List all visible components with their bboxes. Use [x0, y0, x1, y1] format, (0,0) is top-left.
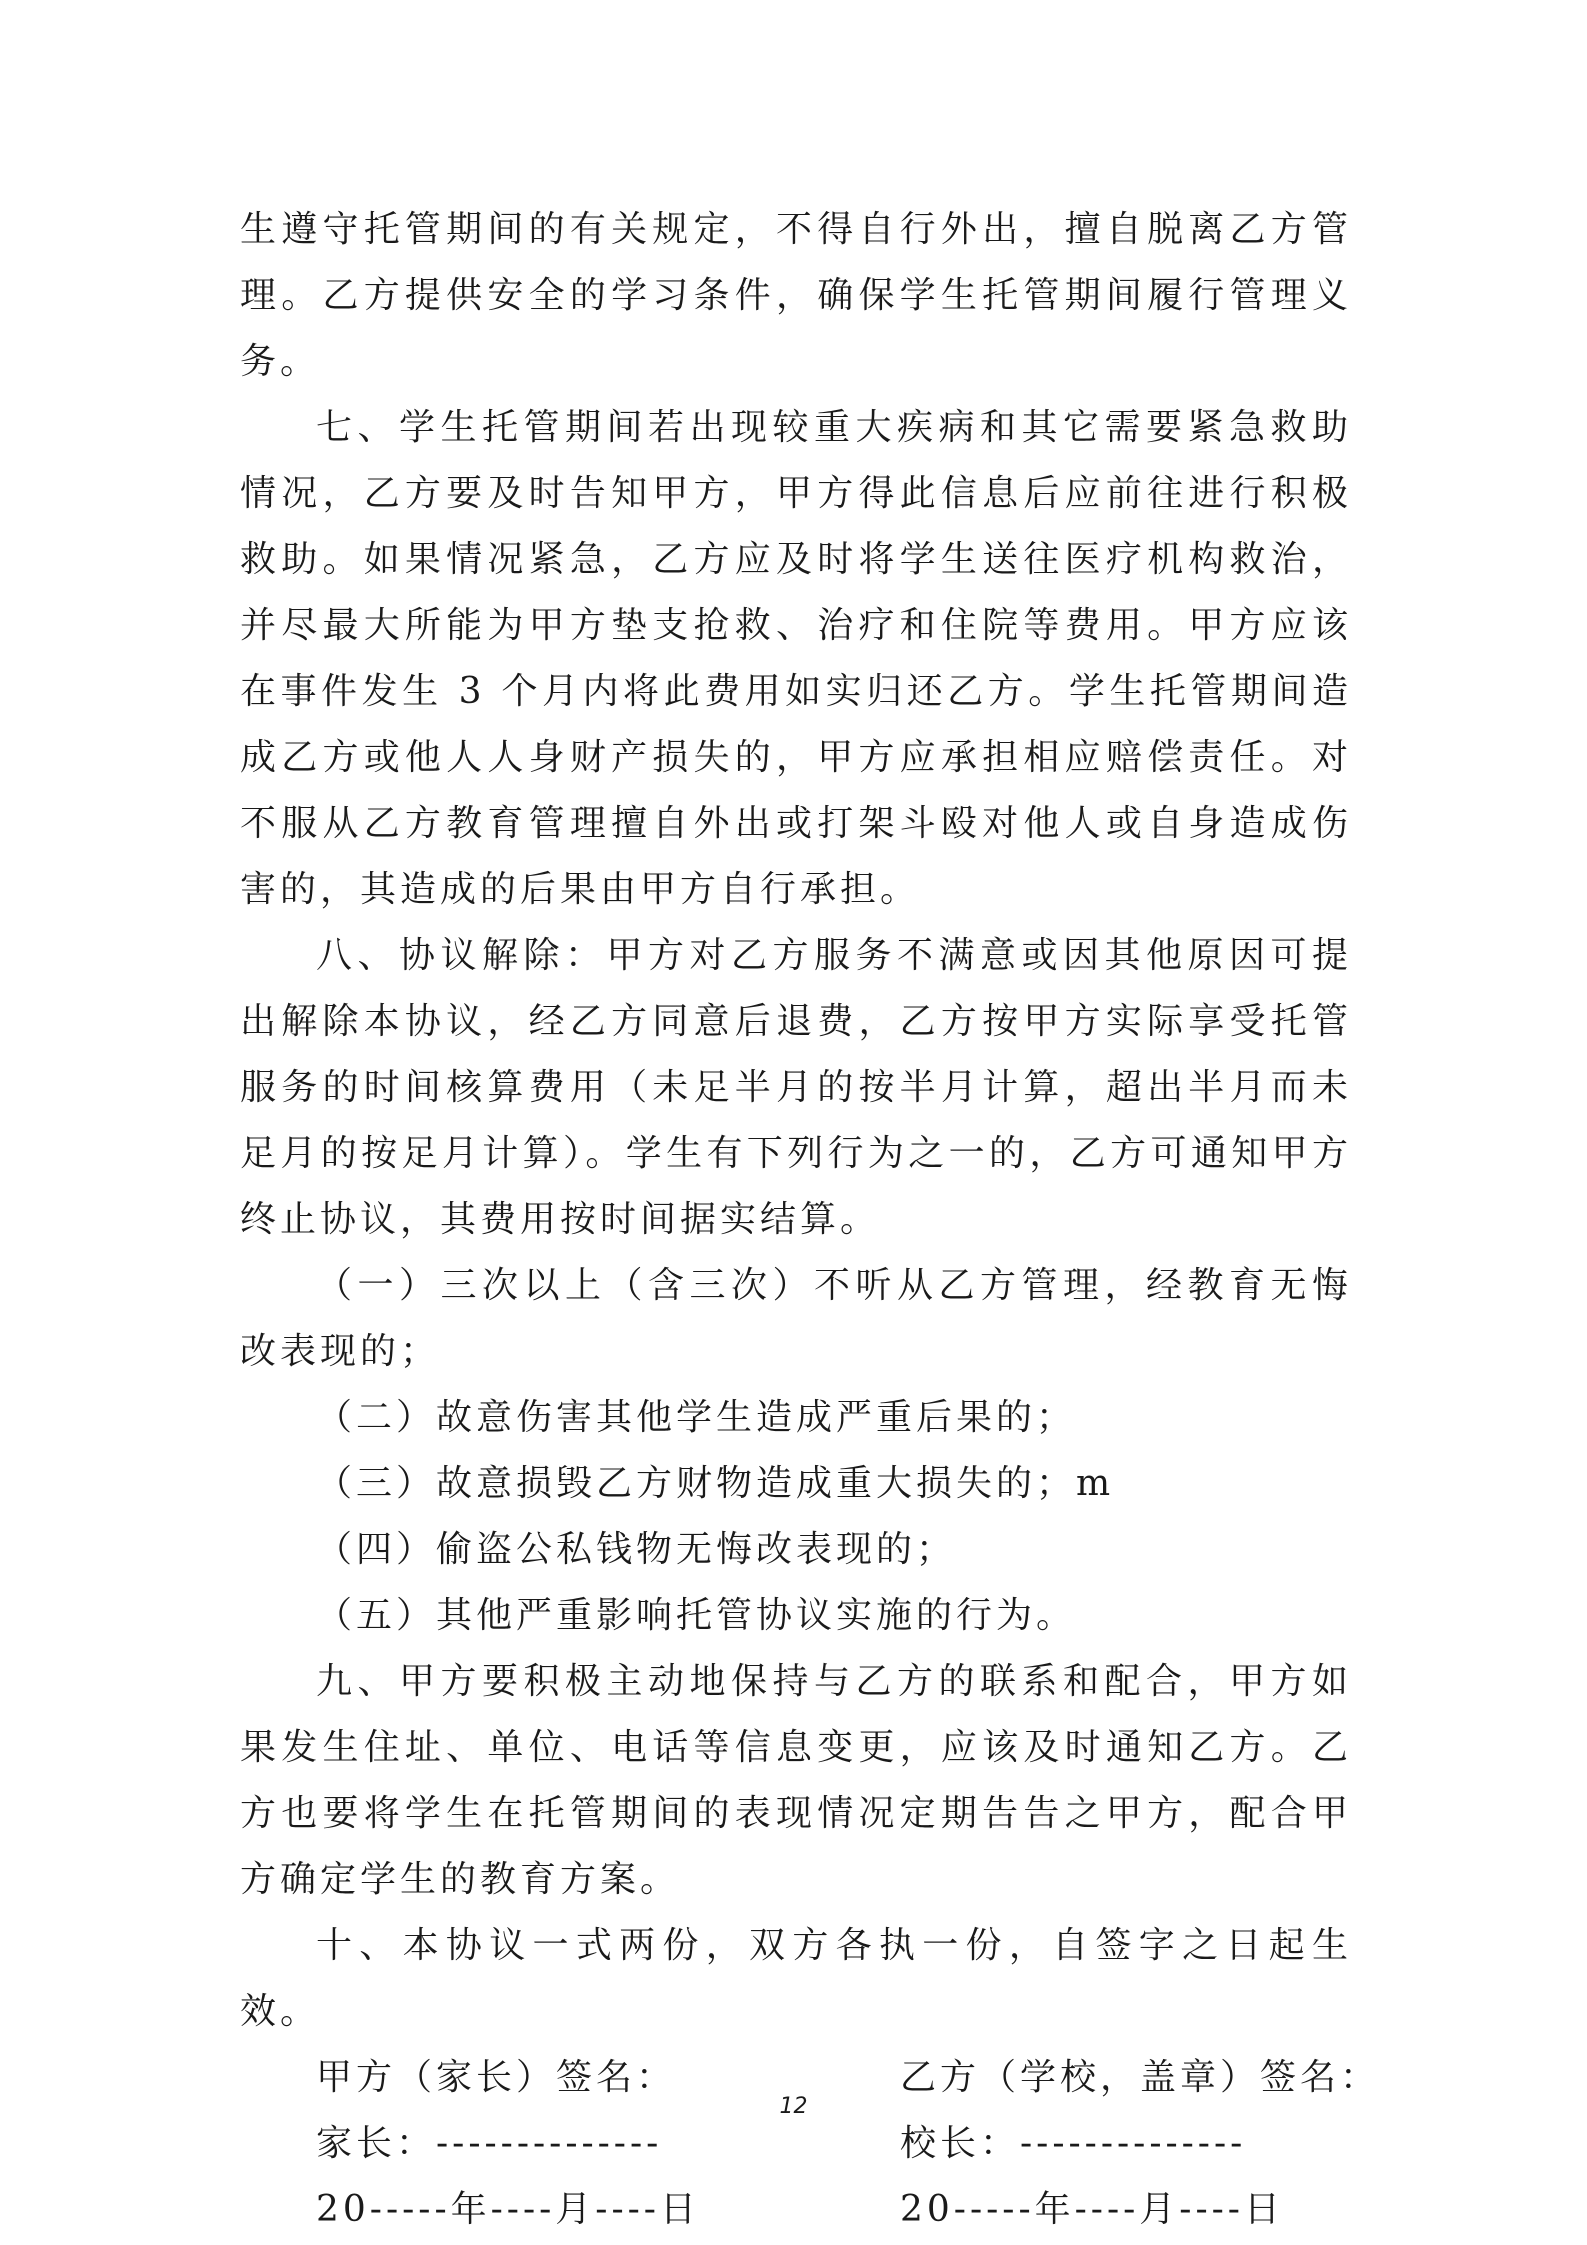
- list-item-1: （一）三次以上（含三次）不听从乙方管理，经教育无悔改表现的；: [240, 1265, 1352, 1372]
- list-item-5: （五）其他严重影响托管协议实施的行为。: [316, 1595, 1077, 1636]
- signature-date-row: [240, 2177, 1352, 2243]
- page-number: 12: [779, 2094, 808, 2119]
- parent-signature-line: 家长：--------------: [316, 2123, 663, 2164]
- paragraph-clause-nine: 九、甲方要积极主动地保持与乙方的联系和配合，甲方如果发生住址、单位、电话等信息变更，应该及时通知乙方。乙方也要将学生在托管期间的表现情况定期告告之甲方，配合甲方确定学生的教育方案。: [240, 1661, 1352, 1900]
- paragraph-clause-ten: 十、本协议一式两份，双方各执一份，自签字之日起生效。: [240, 1925, 1352, 2032]
- paragraph-clause-eight: 八、协议解除：甲方对乙方服务不满意或因其他原因可提出解除本协议，经乙方同意后退费，乙方按甲方实际享受托管服务的时间核算费用（未足半月的按半月计算，超出半月而未足月的按足月计算）。学生有下列行为之一的，乙方可通知甲方终止协议，其费用按时间据实结算。: [240, 935, 1352, 1240]
- list-item-4: （四）偷盗公私钱物无悔改表现的；: [316, 1529, 957, 1570]
- list-item-2: （二）故意伤害其他学生造成严重后果的；: [316, 1397, 1077, 1438]
- signature-name-row: [240, 2111, 1352, 2177]
- paragraph-continuation: 生遵守托管期间的有关规定，不得自行外出，擅自脱离乙方管理。乙方提供安全的学习条件，确保学生托管期间履行管理义务。: [240, 209, 1352, 382]
- party-a-signature-label: 甲方（家长）签名：: [316, 2057, 677, 2098]
- principal-signature-line: 校长：--------------: [900, 2123, 1247, 2164]
- document-body: [240, 197, 1381, 2243]
- party-b-date-line: 20-----年----月----日: [900, 2189, 1284, 2230]
- party-b-signature-label: 乙方（学校，盖章）签名：: [900, 2057, 1381, 2098]
- paragraph-clause-seven: 七、学生托管期间若出现较重大疾病和其它需要紧急救助情况，乙方要及时告知甲方，甲方得此信息后应前往进行积极救助。如果情况紧急，乙方应及时将学生送往医疗机构救治，并尽最大所能为甲方垫支抢救、治疗和住院等费用。甲方应该在事件发生 3 个月内将此费用如实归还乙方。学生托管期间造成乙方或他人人身财产损失的，甲方应承担相应赔偿责任。对不服从乙方教育管理擅自外出或打架斗殴对他人或自身造成伤害的，其造成的后果由甲方自行承担。: [240, 407, 1352, 910]
- list-item-3: （三）故意损毁乙方财物造成重大损失的；m: [316, 1463, 1115, 1504]
- party-a-date-line: 20-----年----月----日: [316, 2189, 700, 2230]
